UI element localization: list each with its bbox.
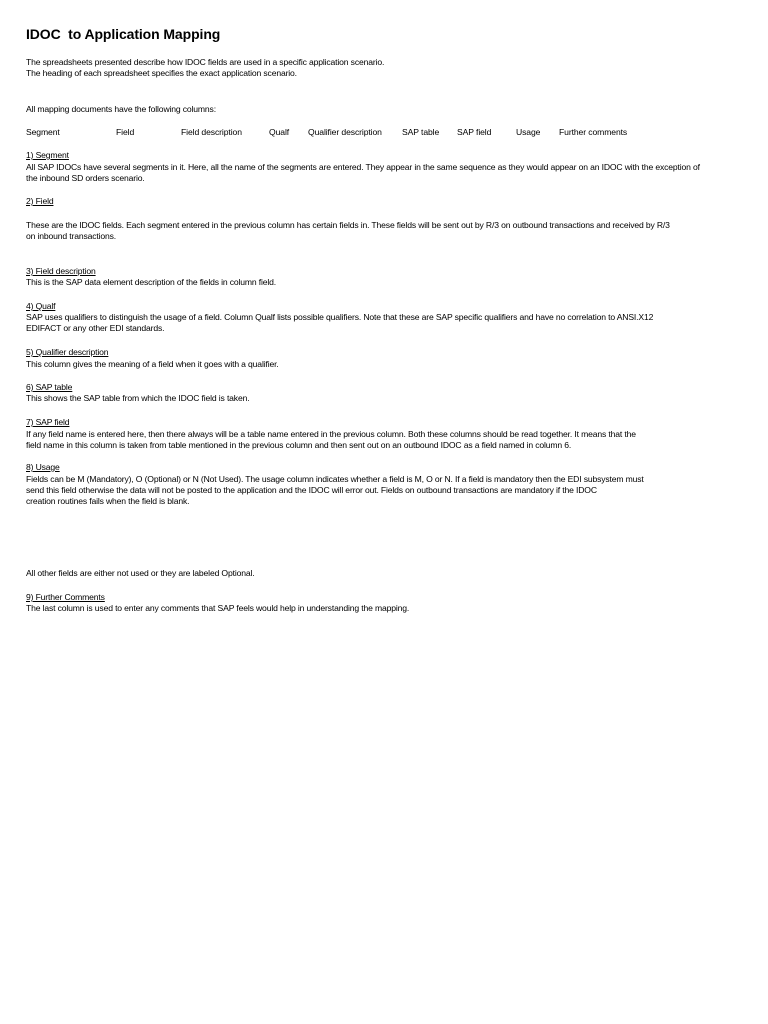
section-heading: 5) Qualifier description	[26, 347, 109, 357]
column-name: Usage	[516, 127, 541, 137]
column-name: Further comments	[559, 127, 628, 137]
column-name: Field	[116, 127, 135, 137]
column-name: Segment	[26, 127, 60, 137]
section-heading: 1) Segment	[26, 150, 69, 160]
column-name: SAP table	[402, 127, 440, 137]
section-text-line: The last column is used to enter any comments that SAP feels would help in understanding the mapping.	[26, 603, 410, 613]
section-text-line: the inbound SD orders scenario.	[26, 173, 145, 183]
section-heading: 4) Qualf	[26, 301, 56, 311]
other-fields-note: All other fields are either not used or they are labeled Optional.	[26, 568, 255, 578]
section-text-line: This shows the SAP table from which the IDOC field is taken.	[26, 393, 250, 403]
column-name: Qualf	[269, 127, 290, 137]
section-heading: 7) SAP field	[26, 417, 70, 427]
section-text-line: If any field name is entered here, then there always will be a table name entered in the previous column. Both these columns should be read together. It means that the	[26, 429, 636, 439]
section-heading: 9) Further Comments	[26, 592, 105, 602]
section-text-line: on inbound transactions.	[26, 231, 117, 241]
section-text-line: EDIFACT or any other EDI standards.	[26, 323, 165, 333]
section-heading: 6) SAP table	[26, 382, 73, 392]
intro-line: The spreadsheets presented describe how IDOC fields are used in a specific application scenario.	[26, 57, 385, 67]
section-text-line: SAP uses qualifiers to distinguish the usage of a field. Column Qualf lists possible qualifiers. Note that these are SAP specific qualifiers and have no correlation to ANSI.X12	[26, 312, 654, 322]
column-name: Field description	[181, 127, 242, 137]
section-heading: 8) Usage	[26, 462, 60, 472]
section-text-line: This is the SAP data element description of the fields in column field.	[26, 277, 277, 287]
section-text-line: field name in this column is taken from table mentioned in the previous column and then sent out on an outbound IDOC as a field named in column 6.	[26, 440, 572, 450]
section-text-line: creation routines fails when the field is blank.	[26, 496, 190, 506]
section-text-line: Fields can be M (Mandatory), O (Optional) or N (Not Used). The usage column indicates whether a field is M, O or N. If a field is mandatory then the EDI subsystem must	[26, 474, 644, 484]
section-heading: 3) Field description	[26, 266, 96, 276]
section-text-line: This column gives the meaning of a field when it goes with a qualifier.	[26, 359, 279, 369]
columns-intro: All mapping documents have the following columns:	[26, 104, 216, 114]
section-text-line: send this field otherwise the data will not be posted to the application and the IDOC will error out. Fields on outbound transactions are mandatory if the IDOC	[26, 485, 597, 495]
section-heading: 2) Field	[26, 196, 54, 206]
section-text-line: These are the IDOC fields. Each segment entered in the previous column has certain fields in. These fields will be sent out by R/3 on outbound transactions and received by R/3	[26, 220, 670, 230]
document-title: IDOC to Application Mapping	[26, 26, 221, 42]
column-name: SAP field	[457, 127, 492, 137]
intro-line: The heading of each spreadsheet specifies the exact application scenario.	[26, 68, 297, 78]
section-text-line: All SAP IDOCs have several segments in it. Here, all the name of the segments are entered. They appear in the same sequence as they would appear on an IDOC with the exception of	[26, 162, 700, 172]
column-name: Qualifier description	[308, 127, 382, 137]
